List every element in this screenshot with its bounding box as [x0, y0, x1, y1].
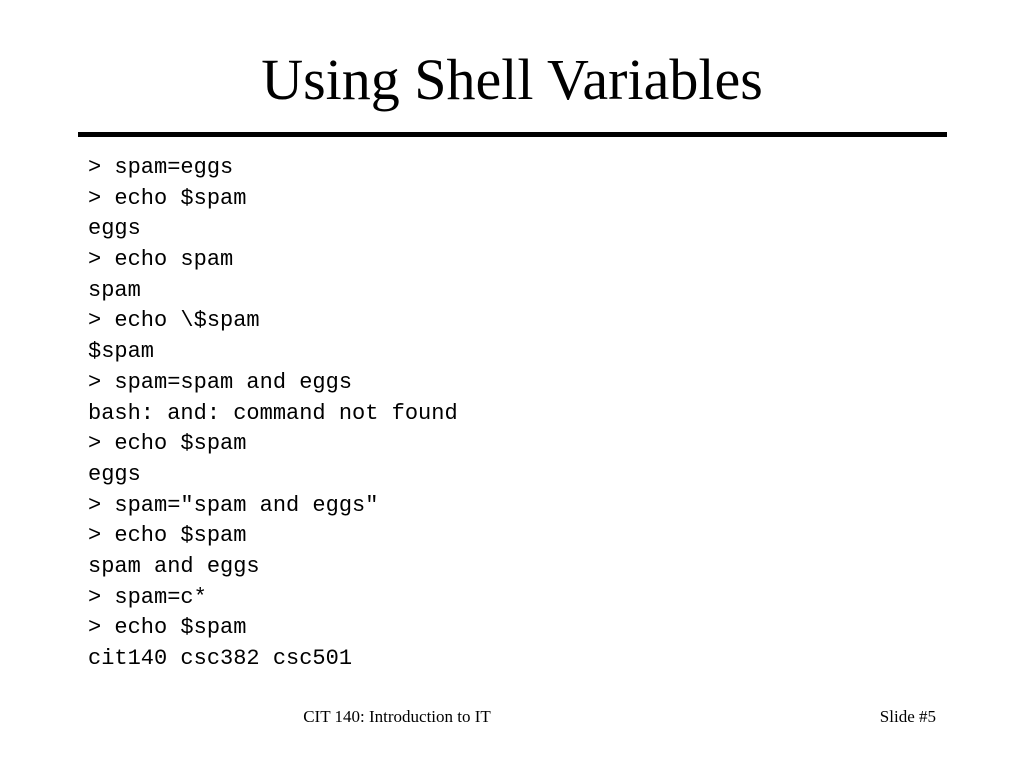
code-line: eggs [88, 461, 141, 487]
code-line: > echo $spam [88, 523, 247, 549]
title-underline [78, 132, 947, 137]
code-line: eggs [88, 216, 141, 242]
code-line: > spam="spam and eggs" [88, 492, 379, 518]
footer-slide-number: Slide #5 [879, 707, 936, 726]
code-listing [88, 153, 458, 675]
code-line: > echo \$spam [88, 308, 260, 334]
code-line: > echo $spam [88, 185, 247, 211]
code-line: > echo $spam [88, 615, 247, 641]
code-line: > echo $spam [88, 431, 247, 457]
code-line: > spam=eggs [88, 155, 234, 180]
slide-title: Using Shell Variables [261, 47, 763, 112]
code-line: bash: and: command not found [88, 400, 458, 426]
code-line: cit140 csc382 csc501 [88, 646, 353, 671]
code-line: spam [88, 277, 141, 303]
code-line: $spam [88, 339, 155, 365]
code-line: > spam=spam and eggs [88, 369, 353, 395]
code-line: > echo spam [88, 247, 234, 273]
code-line: > spam=c* [88, 584, 207, 610]
code-line: spam and eggs [88, 553, 260, 579]
footer-course-title: CIT 140: Introduction to IT [303, 707, 491, 726]
